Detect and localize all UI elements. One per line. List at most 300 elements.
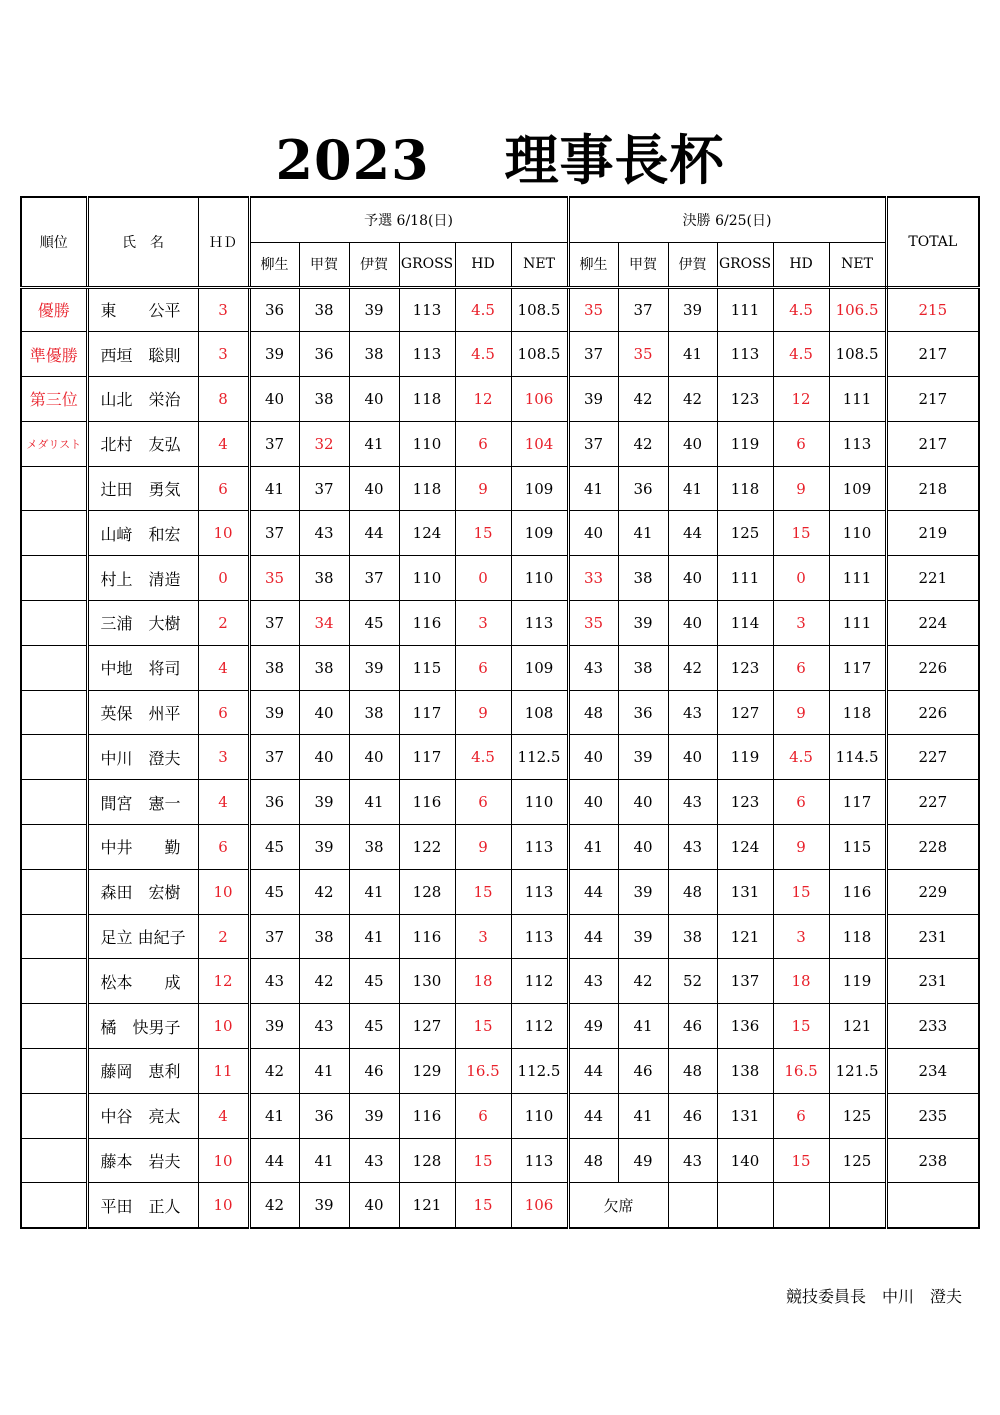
total-cell: 219 [886, 511, 979, 556]
total-cell: 224 [886, 601, 979, 646]
final-cell: 111 [829, 556, 886, 601]
final-cell: 48 [668, 1049, 717, 1094]
final-cell: 12 [773, 377, 829, 422]
prelim-cell: 113 [399, 287, 455, 332]
final-cell: 39 [618, 601, 668, 646]
final-cell: 6 [773, 780, 829, 825]
table-row [21, 959, 979, 1004]
prelim-cell: 45 [349, 1004, 399, 1049]
rank-cell [21, 1183, 87, 1228]
header-hd: ＨＤ [198, 197, 249, 287]
player-name: 中谷 亮太 [87, 1093, 198, 1138]
prelim-cell: 0 [455, 556, 511, 601]
final-cell: 35 [568, 601, 618, 646]
rank-cell [21, 1138, 87, 1183]
prelim-cell: 108.5 [511, 287, 568, 332]
player-name: 間宮 憲一 [87, 780, 198, 825]
prelim-cell: 41 [299, 1138, 349, 1183]
final-cell: 9 [773, 690, 829, 735]
final-cell: 123 [717, 377, 773, 422]
final-cell: 42 [618, 421, 668, 466]
subheader-final-5: NET [829, 242, 886, 287]
hd-cell: 3 [198, 735, 249, 780]
total-cell: 227 [886, 735, 979, 780]
prelim-cell: 42 [249, 1183, 299, 1228]
hd-cell: 3 [198, 332, 249, 377]
final-cell: 18 [773, 959, 829, 1004]
prelim-cell: 116 [399, 780, 455, 825]
prelim-cell: 40 [349, 377, 399, 422]
final-cell: 15 [773, 1138, 829, 1183]
final-cell: 0 [773, 556, 829, 601]
rank-cell: 準優勝 [21, 332, 87, 377]
final-cell: 41 [668, 466, 717, 511]
rank-cell: 第三位 [21, 377, 87, 422]
score-table [20, 196, 980, 1229]
player-name: 村上 清造 [87, 556, 198, 601]
hd-cell: 4 [198, 1093, 249, 1138]
final-cell [668, 1183, 717, 1228]
final-cell: 136 [717, 1004, 773, 1049]
prelim-cell: 15 [455, 1138, 511, 1183]
prelim-cell: 6 [455, 780, 511, 825]
final-cell: 43 [668, 780, 717, 825]
prelim-cell: 46 [349, 1049, 399, 1094]
prelim-cell: 110 [399, 556, 455, 601]
total-cell: 221 [886, 556, 979, 601]
final-cell: 43 [668, 690, 717, 735]
final-cell: 108.5 [829, 332, 886, 377]
final-cell: 118 [829, 914, 886, 959]
prelim-cell: 38 [299, 645, 349, 690]
final-cell: 39 [618, 914, 668, 959]
header-final: 決勝 6/25(日) [568, 197, 886, 242]
final-cell: 33 [568, 556, 618, 601]
final-cell: 115 [829, 825, 886, 870]
prelim-cell: 38 [299, 377, 349, 422]
player-name: 橘 快男子 [87, 1004, 198, 1049]
subheader-prelim-3: GROSS [399, 242, 455, 287]
final-cell: 6 [773, 645, 829, 690]
prelim-cell: 113 [399, 332, 455, 377]
final-cell: 121 [717, 914, 773, 959]
prelim-cell: 128 [399, 869, 455, 914]
final-cell [773, 1183, 829, 1228]
prelim-cell: 40 [349, 1183, 399, 1228]
final-cell: 35 [618, 332, 668, 377]
prelim-cell: 110 [511, 1093, 568, 1138]
prelim-cell: 115 [399, 645, 455, 690]
final-cell: 42 [618, 959, 668, 1004]
prelim-cell: 43 [349, 1138, 399, 1183]
final-cell: 46 [668, 1093, 717, 1138]
final-cell: 37 [568, 421, 618, 466]
prelim-cell: 40 [349, 466, 399, 511]
final-cell: 40 [568, 735, 618, 780]
prelim-cell: 109 [511, 511, 568, 556]
prelim-cell: 41 [349, 780, 399, 825]
player-name: 北村 友弘 [87, 421, 198, 466]
final-cell: 40 [668, 556, 717, 601]
final-cell: 40 [568, 780, 618, 825]
table-row [21, 1138, 979, 1183]
final-cell: 40 [668, 735, 717, 780]
rank-cell [21, 556, 87, 601]
final-cell: 41 [618, 1093, 668, 1138]
total-cell: 217 [886, 377, 979, 422]
prelim-cell: 42 [249, 1049, 299, 1094]
final-cell: 121.5 [829, 1049, 886, 1094]
prelim-cell: 112.5 [511, 1049, 568, 1094]
prelim-cell: 34 [299, 601, 349, 646]
final-cell: 138 [717, 1049, 773, 1094]
prelim-cell: 37 [249, 735, 299, 780]
hd-cell: 0 [198, 556, 249, 601]
prelim-cell: 18 [455, 959, 511, 1004]
prelim-cell: 4.5 [455, 332, 511, 377]
player-name: 松本 成 [87, 959, 198, 1004]
prelim-cell: 39 [349, 645, 399, 690]
prelim-cell: 122 [399, 825, 455, 870]
final-cell: 40 [668, 601, 717, 646]
final-cell: 118 [829, 690, 886, 735]
total-cell: 227 [886, 780, 979, 825]
final-cell: 137 [717, 959, 773, 1004]
prelim-cell: 15 [455, 1183, 511, 1228]
hd-cell: 6 [198, 466, 249, 511]
prelim-cell: 110 [399, 421, 455, 466]
prelim-cell: 42 [299, 869, 349, 914]
total-cell: 235 [886, 1093, 979, 1138]
prelim-cell: 113 [511, 914, 568, 959]
final-cell: 41 [568, 825, 618, 870]
player-name: 英保 州平 [87, 690, 198, 735]
prelim-cell: 4.5 [455, 287, 511, 332]
final-cell: 3 [773, 914, 829, 959]
rank-cell [21, 466, 87, 511]
final-cell: 38 [618, 556, 668, 601]
final-cell: 49 [568, 1004, 618, 1049]
final-cell: 4.5 [773, 735, 829, 780]
final-cell: 40 [668, 421, 717, 466]
final-cell: 48 [568, 1138, 618, 1183]
prelim-cell: 41 [349, 869, 399, 914]
table-row [21, 869, 979, 914]
prelim-cell: 112.5 [511, 735, 568, 780]
final-cell: 42 [668, 377, 717, 422]
prelim-cell: 37 [349, 556, 399, 601]
prelim-cell: 36 [299, 1093, 349, 1138]
prelim-cell: 109 [511, 466, 568, 511]
final-cell: 114 [717, 601, 773, 646]
final-cell: 119 [829, 959, 886, 1004]
table-row [21, 511, 979, 556]
final-cell: 41 [618, 511, 668, 556]
final-cell: 125 [829, 1138, 886, 1183]
total-cell: 229 [886, 869, 979, 914]
subheader-final-2: 伊賀 [668, 242, 717, 287]
final-cell: 44 [568, 869, 618, 914]
subheader-final-0: 柳生 [568, 242, 618, 287]
final-cell: 36 [618, 466, 668, 511]
final-cell: 140 [717, 1138, 773, 1183]
total-cell: 231 [886, 914, 979, 959]
final-cell: 106.5 [829, 287, 886, 332]
hd-cell: 4 [198, 421, 249, 466]
prelim-cell: 3 [455, 601, 511, 646]
final-cell: 111 [829, 601, 886, 646]
prelim-cell: 110 [511, 780, 568, 825]
final-cell: 43 [668, 1138, 717, 1183]
table-row [21, 332, 979, 377]
prelim-cell: 38 [299, 556, 349, 601]
prelim-cell: 3 [455, 914, 511, 959]
table-row [21, 1049, 979, 1094]
prelim-cell: 118 [399, 466, 455, 511]
prelim-cell: 38 [299, 287, 349, 332]
prelim-cell: 117 [399, 690, 455, 735]
final-cell: 43 [668, 825, 717, 870]
prelim-cell: 108.5 [511, 332, 568, 377]
hd-cell: 10 [198, 1138, 249, 1183]
final-cell: 42 [668, 645, 717, 690]
final-cell: 114.5 [829, 735, 886, 780]
table-row [21, 780, 979, 825]
prelim-cell: 37 [299, 466, 349, 511]
hd-cell: 8 [198, 377, 249, 422]
final-cell: 41 [618, 1004, 668, 1049]
prelim-cell: 37 [249, 601, 299, 646]
final-cell: 46 [618, 1049, 668, 1094]
prelim-cell: 45 [349, 959, 399, 1004]
prelim-cell: 43 [299, 511, 349, 556]
prelim-cell: 39 [249, 332, 299, 377]
prelim-cell: 39 [349, 1093, 399, 1138]
table-row [21, 421, 979, 466]
hd-cell: 10 [198, 511, 249, 556]
final-cell: 127 [717, 690, 773, 735]
final-cell: 4.5 [773, 287, 829, 332]
final-cell: 43 [568, 645, 618, 690]
final-cell: 15 [773, 869, 829, 914]
header-name: 氏 名 [87, 197, 198, 287]
rank-cell [21, 645, 87, 690]
subheader-final-1: 甲賀 [618, 242, 668, 287]
final-cell: 111 [717, 287, 773, 332]
total-cell: 217 [886, 332, 979, 377]
rank-cell [21, 1004, 87, 1049]
prelim-cell: 12 [455, 377, 511, 422]
total-cell: 215 [886, 287, 979, 332]
prelim-cell: 113 [511, 825, 568, 870]
prelim-cell: 9 [455, 825, 511, 870]
prelim-cell: 110 [511, 556, 568, 601]
player-name: 平田 正人 [87, 1183, 198, 1228]
prelim-cell: 40 [249, 377, 299, 422]
prelim-cell: 113 [511, 869, 568, 914]
player-name: 中井 勤 [87, 825, 198, 870]
player-name: 中川 澄夫 [87, 735, 198, 780]
player-name: 森田 宏樹 [87, 869, 198, 914]
rank-cell [21, 825, 87, 870]
hd-cell: 4 [198, 645, 249, 690]
table-row [21, 466, 979, 511]
prelim-cell: 113 [511, 601, 568, 646]
prelim-cell: 38 [249, 645, 299, 690]
table-row [21, 556, 979, 601]
total-cell: 233 [886, 1004, 979, 1049]
prelim-cell: 39 [249, 1004, 299, 1049]
total-cell: 226 [886, 645, 979, 690]
final-cell: 44 [668, 511, 717, 556]
hd-cell: 12 [198, 959, 249, 1004]
total-cell: 218 [886, 466, 979, 511]
total-cell: 217 [886, 421, 979, 466]
final-cell: 4.5 [773, 332, 829, 377]
prelim-cell: 130 [399, 959, 455, 1004]
prelim-cell: 6 [455, 421, 511, 466]
subheader-prelim-1: 甲賀 [299, 242, 349, 287]
prelim-cell: 37 [249, 914, 299, 959]
final-cell: 39 [668, 287, 717, 332]
final-cell: 41 [668, 332, 717, 377]
prelim-cell: 121 [399, 1183, 455, 1228]
final-cell [717, 1183, 773, 1228]
final-cell: 15 [773, 511, 829, 556]
absent-label: 欠席 [568, 1183, 668, 1228]
final-cell: 37 [618, 287, 668, 332]
prelim-cell: 41 [349, 421, 399, 466]
player-name: 中地 将司 [87, 645, 198, 690]
hd-cell: 6 [198, 690, 249, 735]
table-row [21, 1004, 979, 1049]
final-cell: 43 [568, 959, 618, 1004]
player-name: 三浦 大樹 [87, 601, 198, 646]
rank-cell [21, 511, 87, 556]
hd-cell: 3 [198, 287, 249, 332]
table-row [21, 690, 979, 735]
prelim-cell: 41 [349, 914, 399, 959]
prelim-cell: 41 [299, 1049, 349, 1094]
final-cell: 44 [568, 1049, 618, 1094]
final-cell: 38 [668, 914, 717, 959]
prelim-cell: 104 [511, 421, 568, 466]
prelim-cell: 45 [249, 825, 299, 870]
final-cell: 123 [717, 780, 773, 825]
prelim-cell: 117 [399, 735, 455, 780]
final-cell: 42 [618, 377, 668, 422]
prelim-cell: 9 [455, 690, 511, 735]
prelim-cell: 106 [511, 377, 568, 422]
header-rank: 順位 [21, 197, 87, 287]
prelim-cell: 37 [249, 421, 299, 466]
rank-cell [21, 914, 87, 959]
rank-cell [21, 1093, 87, 1138]
prelim-cell: 109 [511, 645, 568, 690]
prelim-cell: 45 [249, 869, 299, 914]
final-cell: 118 [717, 466, 773, 511]
player-name: 西垣 聡則 [87, 332, 198, 377]
prelim-cell: 6 [455, 1093, 511, 1138]
prelim-cell: 116 [399, 601, 455, 646]
table-row [21, 645, 979, 690]
header-prelim: 予選 6/18(日) [249, 197, 568, 242]
player-name: 藤本 岩夫 [87, 1138, 198, 1183]
final-cell: 37 [568, 332, 618, 377]
total-cell [886, 1183, 979, 1228]
final-cell: 109 [829, 466, 886, 511]
player-name: 山﨑 和宏 [87, 511, 198, 556]
final-cell: 41 [568, 466, 618, 511]
final-cell: 36 [618, 690, 668, 735]
rank-cell [21, 959, 87, 1004]
page-title: 2023 理事長杯 [275, 128, 725, 192]
final-cell: 117 [829, 645, 886, 690]
prelim-cell: 42 [299, 959, 349, 1004]
subheader-prelim-2: 伊賀 [349, 242, 399, 287]
prelim-cell: 106 [511, 1183, 568, 1228]
subheader-prelim-0: 柳生 [249, 242, 299, 287]
prelim-cell: 39 [299, 780, 349, 825]
prelim-cell: 129 [399, 1049, 455, 1094]
final-cell: 131 [717, 869, 773, 914]
footer-signature: 競技委員長 中川 澄夫 [785, 1287, 962, 1306]
player-name: 山北 栄治 [87, 377, 198, 422]
prelim-cell: 112 [511, 959, 568, 1004]
final-cell: 124 [717, 825, 773, 870]
prelim-cell: 41 [249, 1093, 299, 1138]
prelim-cell: 4.5 [455, 735, 511, 780]
prelim-cell: 116 [399, 1093, 455, 1138]
hd-cell: 10 [198, 869, 249, 914]
prelim-cell: 112 [511, 1004, 568, 1049]
final-cell: 116 [829, 869, 886, 914]
hd-cell: 4 [198, 780, 249, 825]
final-cell: 125 [829, 1093, 886, 1138]
prelim-cell: 45 [349, 601, 399, 646]
final-cell: 111 [717, 556, 773, 601]
table-row [21, 1183, 979, 1228]
prelim-cell: 44 [349, 511, 399, 556]
prelim-cell: 41 [249, 466, 299, 511]
prelim-cell: 35 [249, 556, 299, 601]
final-cell: 113 [829, 421, 886, 466]
header-row [21, 197, 979, 242]
final-cell: 38 [618, 645, 668, 690]
player-name: 辻田 勇気 [87, 466, 198, 511]
prelim-cell: 43 [299, 1004, 349, 1049]
player-name: 東 公平 [87, 287, 198, 332]
prelim-cell: 113 [511, 1138, 568, 1183]
final-cell: 40 [568, 511, 618, 556]
prelim-cell: 40 [299, 735, 349, 780]
table-row [21, 735, 979, 780]
final-cell: 123 [717, 645, 773, 690]
prelim-cell: 38 [349, 332, 399, 377]
final-cell: 48 [668, 869, 717, 914]
prelim-cell: 38 [349, 825, 399, 870]
table-row [21, 825, 979, 870]
subheader-prelim-4: HD [455, 242, 511, 287]
prelim-cell: 38 [349, 690, 399, 735]
prelim-cell: 44 [249, 1138, 299, 1183]
final-cell: 119 [717, 421, 773, 466]
final-cell: 125 [717, 511, 773, 556]
final-cell: 52 [668, 959, 717, 1004]
prelim-cell: 43 [249, 959, 299, 1004]
final-cell: 111 [829, 377, 886, 422]
final-cell: 131 [717, 1093, 773, 1138]
